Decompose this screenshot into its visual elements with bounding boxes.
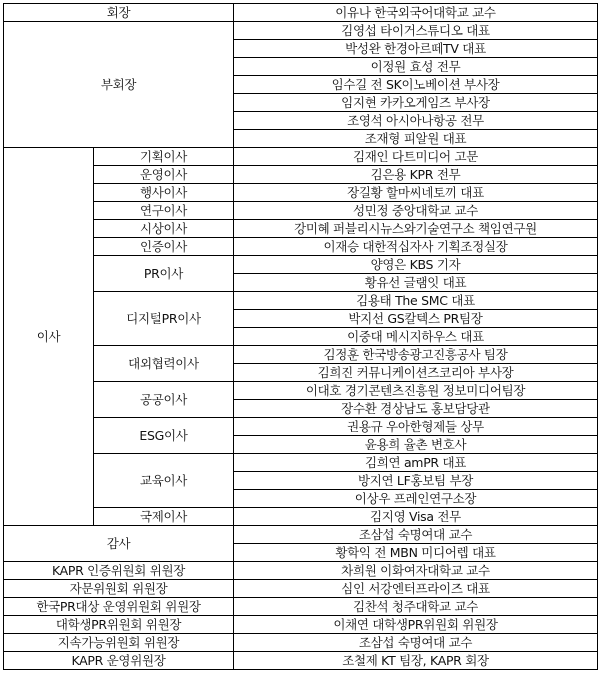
table-row <box>4 292 598 310</box>
member-name: 차희원 이화여자대학교 교수 <box>234 562 598 580</box>
position-title: KAPR 운영위원장 <box>4 652 234 670</box>
member-name: 임지현 카카오게임즈 부사장 <box>234 94 598 112</box>
table-row <box>4 652 598 670</box>
position-title: 한국PR대상 운영위원회 위원장 <box>4 598 234 616</box>
table-row <box>4 598 598 616</box>
table-row <box>4 508 598 526</box>
sub-position-title: 시상이사 <box>94 220 234 238</box>
member-name: 김용태 The SMC 대표 <box>234 292 598 310</box>
member-name: 조철제 KT 팀장, KAPR 회장 <box>234 652 598 670</box>
member-name: 조영석 아시아나항공 전무 <box>234 112 598 130</box>
sub-position-title: 기획이사 <box>94 148 234 166</box>
table-row <box>4 418 598 436</box>
member-name: 방지연 LF홍보팀 부장 <box>234 472 598 490</box>
position-title: 감사 <box>4 526 234 562</box>
member-name: 조재형 피알원 대표 <box>234 130 598 148</box>
member-name: 임수길 전 SK이노베이션 부사장 <box>234 76 598 94</box>
member-name: 이중대 메시지하우스 대표 <box>234 328 598 346</box>
member-name: 김희진 커뮤니케이션즈코리아 부사장 <box>234 364 598 382</box>
member-name: 황학익 전 MBN 미디어렙 대표 <box>234 544 598 562</box>
member-name: 이대호 경기콘텐츠진흥원 정보미디어팀장 <box>234 382 598 400</box>
member-name: 이정원 효성 전무 <box>234 58 598 76</box>
member-name: 황유선 글램잇 대표 <box>234 274 598 292</box>
sub-position-title: 행사이사 <box>94 184 234 202</box>
member-name: 김영섭 타이거스튜디오 대표 <box>234 22 598 40</box>
table-row <box>4 256 598 274</box>
position-title: 부회장 <box>4 22 234 148</box>
member-name: 장길황 할마씨네토끼 대표 <box>234 184 598 202</box>
position-title: 회장 <box>4 4 234 22</box>
table-row <box>4 4 598 22</box>
sub-position-title: 공공이사 <box>94 382 234 418</box>
member-name: 조삼섭 숙명여대 교수 <box>234 526 598 544</box>
member-name: 이유나 한국외국어대학교 교수 <box>234 4 598 22</box>
member-name: 조삼섭 숙명여대 교수 <box>234 634 598 652</box>
sub-position-title: ESG이사 <box>94 418 234 454</box>
table-row <box>4 148 598 166</box>
member-name: 강미혜 퍼블리시뉴스와기술연구소 책임연구원 <box>234 220 598 238</box>
position-title: KAPR 인증위원회 위원장 <box>4 562 234 580</box>
table-row <box>4 382 598 400</box>
member-name: 김재인 다트미디어 고문 <box>234 148 598 166</box>
table-row <box>4 634 598 652</box>
member-name: 김정훈 한국방송광고진흥공사 팀장 <box>234 346 598 364</box>
table-row <box>4 580 598 598</box>
table-row <box>4 220 598 238</box>
sub-position-title: 디지털PR이사 <box>94 292 234 346</box>
table-row <box>4 166 598 184</box>
position-title: 지속가능위원회 위원장 <box>4 634 234 652</box>
sub-position-title: 교육이사 <box>94 454 234 508</box>
sub-position-title: 운영이사 <box>94 166 234 184</box>
member-name: 양영은 KBS 기자 <box>234 256 598 274</box>
sub-position-title: 인증이사 <box>94 238 234 256</box>
officer-roster-table <box>3 3 598 670</box>
member-name: 김찬석 청주대학교 교수 <box>234 598 598 616</box>
roster-body <box>4 4 598 670</box>
member-name: 박지선 GS칼텍스 PR팀장 <box>234 310 598 328</box>
position-title: 자문위원회 위원장 <box>4 580 234 598</box>
table-row <box>4 454 598 472</box>
member-name: 김지영 Visa 전무 <box>234 508 598 526</box>
table-row <box>4 526 598 544</box>
member-name: 박성완 한경아르떼TV 대표 <box>234 40 598 58</box>
member-name: 김희연 amPR 대표 <box>234 454 598 472</box>
table-row <box>4 562 598 580</box>
table-row <box>4 202 598 220</box>
member-name: 이채연 대학생PR위원회 위원장 <box>234 616 598 634</box>
member-name: 윤용희 율촌 변호사 <box>234 436 598 454</box>
member-name: 권용규 우아한형제들 상무 <box>234 418 598 436</box>
member-name: 김은용 KPR 전무 <box>234 166 598 184</box>
sub-position-title: PR이사 <box>94 256 234 292</box>
table-row <box>4 238 598 256</box>
sub-position-title: 연구이사 <box>94 202 234 220</box>
table-row <box>4 22 598 40</box>
table-row <box>4 184 598 202</box>
member-name: 성민정 중앙대학교 교수 <box>234 202 598 220</box>
member-name: 장수환 경상남도 홍보담당관 <box>234 400 598 418</box>
table-row <box>4 346 598 364</box>
member-name: 이상우 프레인연구소장 <box>234 490 598 508</box>
member-name: 심인 서강엔터프라이즈 대표 <box>234 580 598 598</box>
position-title: 이사 <box>4 148 94 526</box>
position-title: 대학생PR위원회 위원장 <box>4 616 234 634</box>
sub-position-title: 대외협력이사 <box>94 346 234 382</box>
sub-position-title: 국제이사 <box>94 508 234 526</box>
member-name: 이재승 대한적십자사 기획조정실장 <box>234 238 598 256</box>
table-row <box>4 616 598 634</box>
